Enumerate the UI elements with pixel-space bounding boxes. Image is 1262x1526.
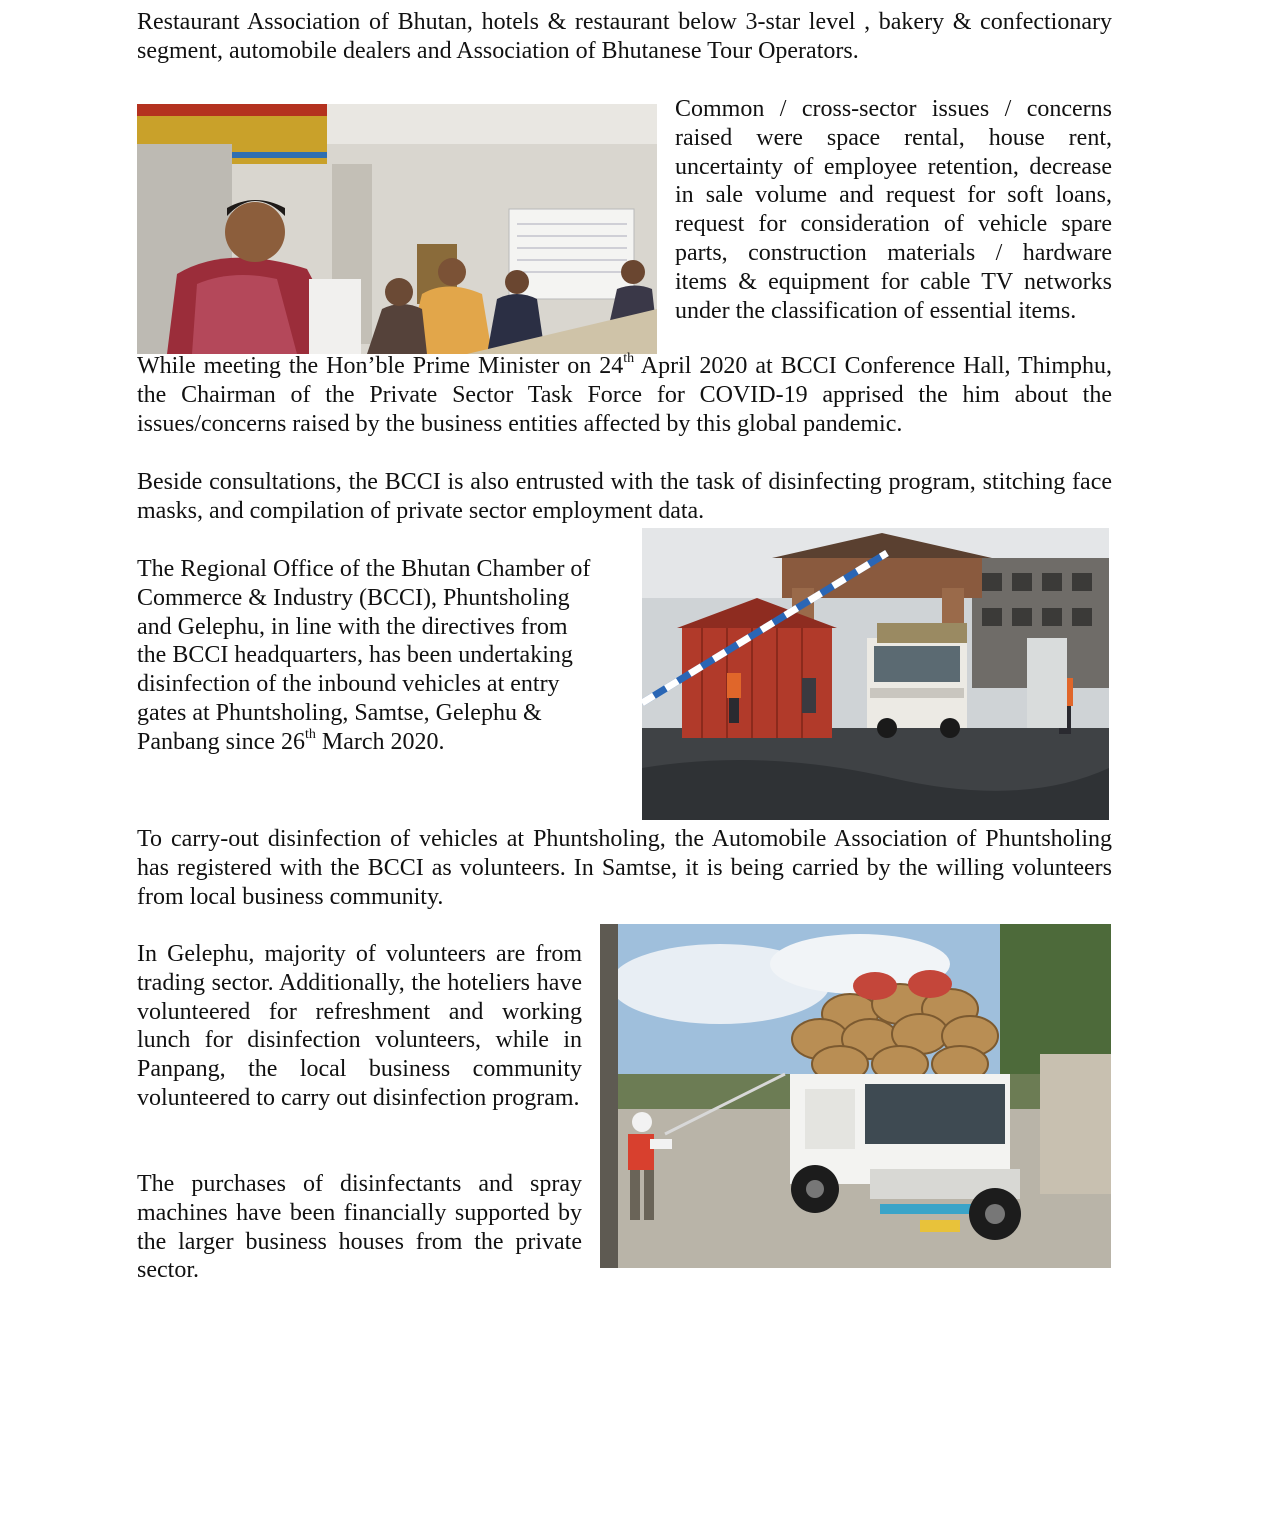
entry-gate-disinfection-photo — [642, 528, 1109, 820]
paragraph-disinfectant-purchases: The purchases of disinfectants and spray machines have been financially supported by the larger business houses from the private sector. — [137, 1171, 582, 1284]
paragraph-regional-office: The Regional Office of the Bhutan Chamber of Commerce & Industry (BCCI), Phuntsholing and Gelephu, in line with the directives from the BCCI headquarters, has been undertaking disinfection of the inbound vehicles at entry gates at Phuntsholing, Samtse, Gelephu & Panbang since 26th March 2020. — [137, 556, 591, 755]
paragraph-prime-minister-meeting: While meeting the Hon’ble Prime Minister on 24th April 2020 at BCCI Conference Hall, Thimphu, the Chairman of the Private Sector Task Force for COVID-19 apprised the him about the issues/concerns raised by the business entities affected by this global pandemic. — [137, 351, 1113, 437]
paragraph-gelephu-volunteers: In Gelephu, majority of volunteers are from trading sector. Additionally, the hoteliers have volunteered for refreshment and working lunch for disinfection volunteers, while in Panpang, the local business community volunteered to carry out disinfection program. — [137, 941, 582, 1111]
truck-spraying-photo — [600, 924, 1111, 1268]
meeting-photo — [137, 104, 657, 354]
paragraph-intro-associations: Restaurant Association of Bhutan, hotels & restaurant below 3-star level , bakery & confectionary segment, automobile dealers and Association of Bhutanese Tour Operators. — [137, 9, 1112, 64]
paragraph-consultations: Beside consultations, the BCCI is also entrusted with the task of disinfecting program, stitching face masks, and compilation of private sector employment data. — [137, 469, 1112, 524]
paragraph-common-issues: Common / cross-sector issues / concerns raised were space rental, house rent, uncertainty of employee retention, decrease in sale volume and request for soft loans, request for consideration of vehicle spare parts, construction materials / hardware items & equipment for cable TV networks under the classification of essential items. — [675, 96, 1112, 324]
paragraph-phuntsholing-volunteers: To carry-out disinfection of vehicles at Phuntsholing, the Automobile Association of Phuntsholing has registered with the BCCI as volunteers. In Samtse, it is being carried by the willing volunteers from local business community. — [137, 826, 1112, 910]
